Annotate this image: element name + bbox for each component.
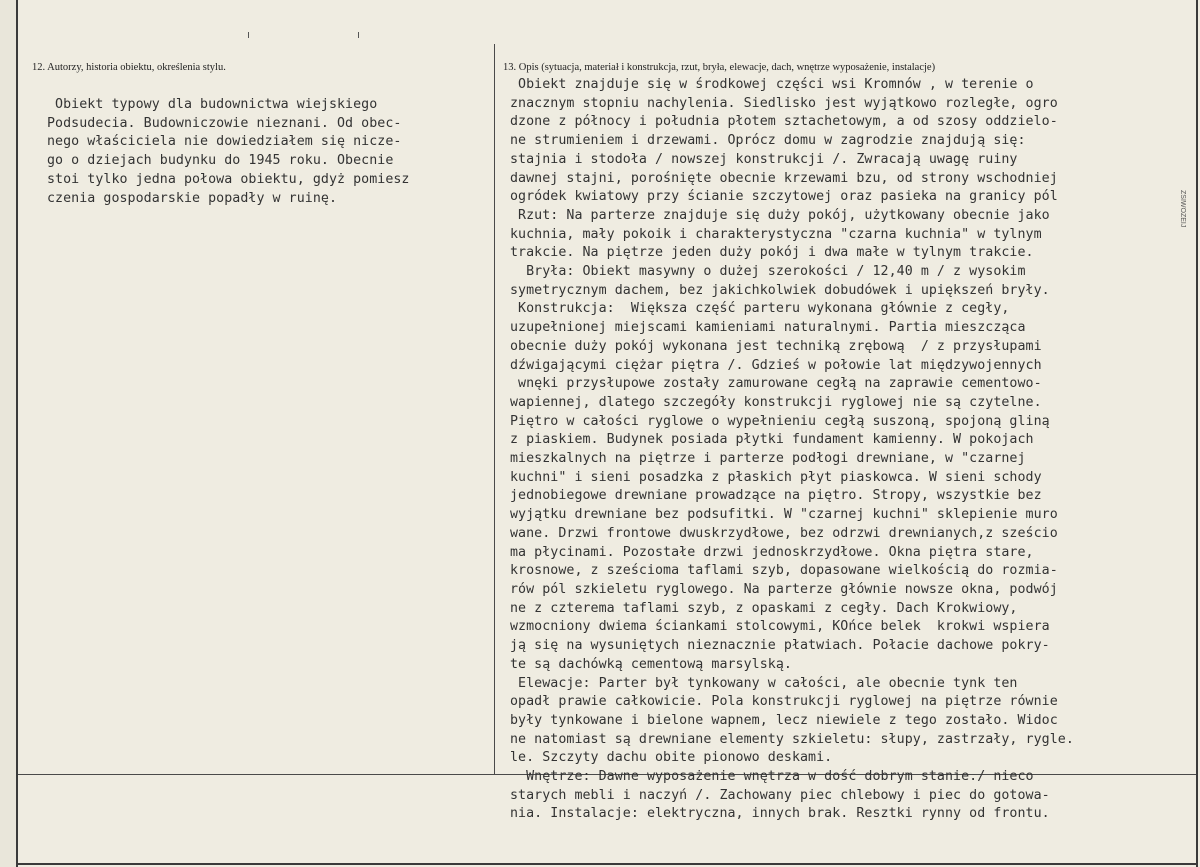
section-13-text-line: wapiennej, dlatego szczegóły konstrukcji ryglowej nie są czytelne. [510,394,1042,410]
registration-tick [358,32,359,38]
section-13-text-line: rów pól szkieletu ryglowego. Na parterze głównie nowsze okna, podwój [510,581,1058,597]
section-13-text-line: Obiekt znajduje się w środkowej części wsi Kromnów , w terenie o [510,77,1034,92]
margin-stamp: ZSIWOZEIJ [1179,190,1186,228]
section-13-text-line: dawnej stajni, porośnięte obecnie krzewami bzu, od strony wschodniej [510,170,1058,186]
section-13-text-line: ma płycinami. Pozostałe drzwi jednoskrzydłowe. Okna piętra stare, [510,544,1034,560]
section-13-text-line: opadł prawie całkowicie. Pola konstrukcji ryglowej na piętrze równie [510,694,1058,710]
section-13-text-line: ne natomiast są drewniane elementy szkieletu: słupy, zastrzały, rygle. [510,731,1074,747]
section-13-text-line: Elewacje: Parter był tynkowany w całości, ale obecnie tynk ten [510,675,1018,691]
section-13-text-line: były tynkowane i bielone wapnem, lecz niewiele z tego zostało. Widoc [510,712,1058,728]
section-13-text-line: dźwigającymi ciężar piętra /. Gdzieś w połowie lat międzywojennych [510,357,1042,373]
section-12-text-line: Obiekt typowy dla budownictwa wiejskiego [47,97,378,112]
section-13-text-line: dzone z północy i południa płotem sztachetowym, a od szosy oddzielo- [510,114,1058,130]
section-13-text-line: wane. Drzwi frontowe dwuskrzydłowe, bez odrzwi drewnianych,z sześcio [510,525,1058,541]
section-12-text-line: czenia gospodarskie popadły w ruinę. [47,190,337,206]
section-13-text-line: trakcie. Na piętrze jeden duży pokój i dwa małe w tylnym trakcie. [510,245,1034,261]
registration-tick [248,32,249,38]
section-13-text-line: jednobiegowe drewniane prowadzące na piętro. Stropy, wszystkie bez [510,488,1042,504]
section-13-text-line: uzupełnionej miejscami kamieniami naturalnymi. Partia mieszcząca [510,320,1026,336]
section-13-text-line: ogródek kwiatowy przy ścianie szczytowej oraz pasieka na granicy pól [510,189,1058,205]
section-13-text-line: symetrycznym dachem, bez jakichkolwiek dobudówek i upiększeń bryły. [510,282,1050,298]
section-12-text-line: nego właściciela nie dowiedziałem się nicze- [47,134,402,150]
section-13-text-line: wyjątku drewniane bez podsufitki. W "czarnej kuchni" sklepienie muro [510,507,1058,523]
section-13-heading: 13. Opis (sytuacja, materiał i konstrukcja, rzut, bryła, elewacje, dach, wnętrze wyposażenie, instalacje) [503,62,936,73]
section-13-text-line: krosnowe, z sześcioma taflami szyb, dopasowane wielkością do rozmia- [510,563,1058,579]
section-13-typed-text [510,76,1074,824]
column-divider [494,44,495,774]
section-13-text-line: Bryła: Obiekt masywny o dużej szerokości / 12,40 m / z wysokim [510,264,1026,280]
section-12-heading: 12. Autorzy, historia obiektu, określenia stylu. [32,62,226,73]
section-13-text-line: Konstrukcja: Większa część parteru wykonana głównie z cegły, [510,301,1010,317]
section-13-text-line: nia. Instalacje: elektryczna, innych brak. Resztki rynny od frontu. [510,806,1050,822]
section-13-text-line: z piaskiem. Budynek posiada płytki fundament kamienny. W pokojach [510,432,1034,448]
card-border-bottom [16,863,1198,865]
section-12-text-line: Podsudecia. Budowniczowie nieznani. Od obec- [47,115,402,131]
section-13-text-line: ne strumieniem i drzewami. Oprócz domu w zagrodzie znajdują się: [510,133,1026,149]
section-13-text-line: stajnia i stodoła / nowszej konstrukcji /. Zwracają uwagę ruiny [510,151,1018,167]
section-12-typed-text [47,96,410,208]
section-13-text-line: znacznym stopniu nachylenia. Siedlisko jest wyjątkowo rozległe, ogro [510,95,1058,111]
section-12-text-line: stoi tylko jedna połowa obiektu, gdyż pomiesz [47,171,410,187]
card-border-right [1196,0,1198,867]
section-13-text-line: le. Szczyty dachu obite pionowo deskami. [510,750,833,766]
section-13-text-line: Wnętrze: Dawne wyposażenie wnętrza w dość dobrym stanie./ nieco [510,769,1034,785]
section-13-text-line: obecnie duży pokój wykonana jest techniką zrębową / z przysłupami [510,338,1042,354]
section-13-text-line: starych mebli i naczyń /. Zachowany piec chlebowy i piec do gotowa- [510,787,1050,803]
section-13-text-line: Rzut: Na parterze znajduje się duży pokój, użytkowany obecnie jako [510,207,1050,223]
section-13-text-line: kuchnia, mały pokoik i charakterystyczna "czarna kuchnia" w tylnym [510,226,1042,242]
section-13-text-line: wnęki przysłupowe zostały zamurowane cegłą na zaprawie cementowo- [510,376,1042,392]
section-13-text-line: kuchni" i sieni posadzka z płaskich płyt piaskowca. W sieni schody [510,469,1042,485]
section-13-text-line: Piętro w całości ryglowe o wypełnieniu cegłą suszoną, spojoną gliną [510,413,1050,429]
section-13-text-line: wzmocniony dwiema ściankami stolcowymi, KOńce belek krokwi wspiera [510,619,1050,635]
section-12-text-line: go o dziejach budynku do 1945 roku. Obecnie [47,153,394,169]
section-13-text-line: mieszkalnych na piętrze i parterze podłogi drewniane, w "czarnej [510,451,1026,467]
section-13-text-line: ne z czterema taflami szyb, z opaskami z cegły. Dach Krokwiowy, [510,600,1018,616]
section-13-text-line: ją się na wysuniętych nieznacznie płatwiach. Połacie dachowe pokry- [510,638,1050,654]
card-border-left [16,0,18,867]
section-13-text-line: te są dachówką cementową marsylską. [510,656,792,672]
